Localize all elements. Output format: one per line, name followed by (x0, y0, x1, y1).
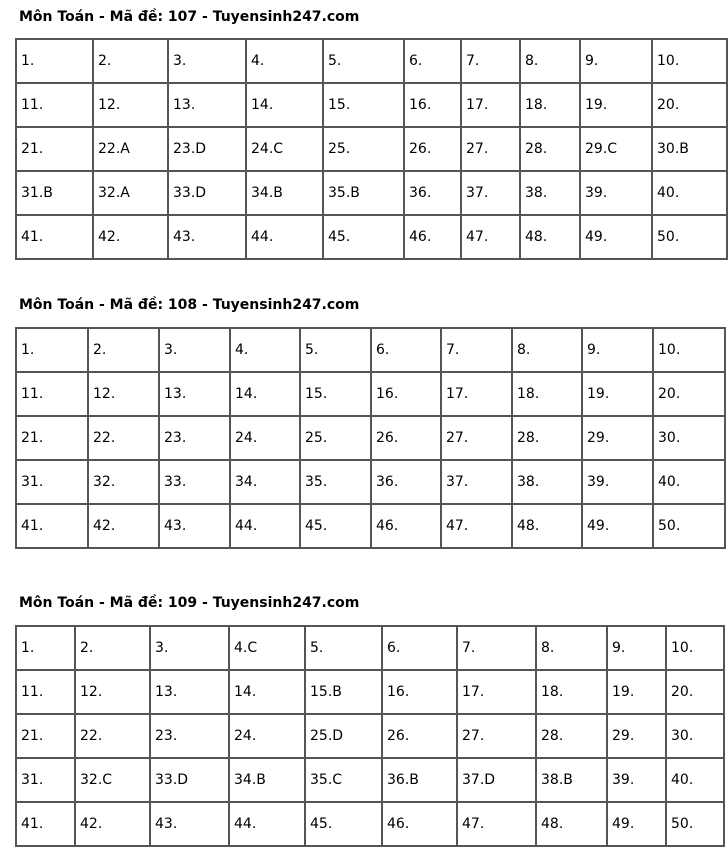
answer-cell: 14. (247, 84, 324, 128)
answer-cell: 33. (160, 461, 231, 505)
answer-cell: 40. (667, 759, 725, 803)
table-row (17, 128, 728, 172)
answer-cell: 22. (89, 417, 160, 461)
answer-cell: 35.B (324, 172, 405, 216)
answer-cell: 9. (608, 627, 667, 671)
answer-cell: 39. (583, 461, 654, 505)
answer-cell: 26. (405, 128, 462, 172)
answer-cell: 28. (521, 128, 581, 172)
answer-cell: 9. (581, 40, 653, 84)
table-row (17, 172, 728, 216)
answer-cell: 44. (230, 803, 306, 847)
answer-cell: 16. (372, 373, 442, 417)
section-title-109: Môn Toán - Mã đề: 109 - Tuyensinh247.com (19, 595, 360, 611)
answer-cell: 41. (17, 505, 89, 549)
answer-cell: 27. (458, 715, 537, 759)
answer-cell: 14. (231, 373, 301, 417)
section-title-107: Môn Toán - Mã đề: 107 - Tuyensinh247.com (19, 9, 360, 25)
answer-cell: 2. (76, 627, 151, 671)
answer-cell: 40. (654, 461, 726, 505)
table-row (17, 803, 725, 847)
answer-cell: 46. (372, 505, 442, 549)
answer-cell: 6. (383, 627, 458, 671)
table-row (17, 417, 726, 461)
answer-cell: 50. (653, 216, 728, 260)
answer-cell: 21. (17, 128, 94, 172)
answer-cell: 42. (94, 216, 169, 260)
answer-cell: 3. (169, 40, 247, 84)
answer-cell: 35.C (306, 759, 383, 803)
answer-cell: 40. (653, 172, 728, 216)
answer-cell: 28. (513, 417, 583, 461)
answer-cell: 47. (458, 803, 537, 847)
answer-cell: 20. (654, 373, 726, 417)
table-row (17, 84, 728, 128)
answer-cell: 38.B (537, 759, 608, 803)
answer-cell: 11. (17, 84, 94, 128)
answer-cell: 38. (521, 172, 581, 216)
answer-cell: 34.B (230, 759, 306, 803)
table-row (17, 671, 725, 715)
answer-cell: 29. (583, 417, 654, 461)
answer-cell: 35. (301, 461, 372, 505)
answer-cell: 3. (160, 329, 231, 373)
table-row (17, 216, 728, 260)
answer-cell: 39. (608, 759, 667, 803)
answer-cell: 18. (513, 373, 583, 417)
answer-cell: 4.C (230, 627, 306, 671)
answer-cell: 19. (608, 671, 667, 715)
answer-table-108 (15, 327, 726, 549)
answer-cell: 32.C (76, 759, 151, 803)
answer-cell: 20. (667, 671, 725, 715)
answer-cell: 5. (301, 329, 372, 373)
answer-cell: 47. (462, 216, 521, 260)
answer-cell: 33.D (151, 759, 230, 803)
answer-cell: 47. (442, 505, 513, 549)
answer-cell: 24.C (247, 128, 324, 172)
answer-cell: 5. (324, 40, 405, 84)
answer-cell: 28. (537, 715, 608, 759)
answer-cell: 33.D (169, 172, 247, 216)
answer-cell: 32.A (94, 172, 169, 216)
answer-cell: 34. (231, 461, 301, 505)
answer-cell: 29.C (581, 128, 653, 172)
answer-cell: 25.D (306, 715, 383, 759)
answer-cell: 10. (667, 627, 725, 671)
answer-cell: 12. (76, 671, 151, 715)
answer-cell: 22.A (94, 128, 169, 172)
answer-cell: 34.B (247, 172, 324, 216)
answer-cell: 44. (247, 216, 324, 260)
answer-cell: 3. (151, 627, 230, 671)
answer-cell: 48. (537, 803, 608, 847)
answer-cell: 50. (667, 803, 725, 847)
table-row (17, 40, 728, 84)
answer-cell: 46. (383, 803, 458, 847)
answer-cell: 49. (583, 505, 654, 549)
answer-cell: 32. (89, 461, 160, 505)
answer-cell: 37. (442, 461, 513, 505)
answer-cell: 7. (442, 329, 513, 373)
table-row (17, 373, 726, 417)
answer-cell: 7. (458, 627, 537, 671)
answer-cell: 37. (462, 172, 521, 216)
answer-cell: 6. (405, 40, 462, 84)
answer-cell: 49. (581, 216, 653, 260)
answer-table-109 (15, 625, 725, 847)
answer-cell: 23.D (169, 128, 247, 172)
section-title-108: Môn Toán - Mã đề: 108 - Tuyensinh247.com (19, 297, 360, 313)
answer-cell: 42. (76, 803, 151, 847)
answer-cell: 43. (169, 216, 247, 260)
answer-cell: 1. (17, 329, 89, 373)
answer-cell: 23. (151, 715, 230, 759)
answer-cell: 30. (667, 715, 725, 759)
answer-cell: 19. (581, 84, 653, 128)
answer-cell: 31. (17, 461, 89, 505)
answer-cell: 25. (324, 128, 405, 172)
answer-cell: 13. (151, 671, 230, 715)
answer-cell: 38. (513, 461, 583, 505)
answer-cell: 46. (405, 216, 462, 260)
answer-cell: 48. (513, 505, 583, 549)
answer-cell: 17. (462, 84, 521, 128)
answer-cell: 19. (583, 373, 654, 417)
answer-cell: 10. (653, 40, 728, 84)
answer-cell: 36. (405, 172, 462, 216)
answer-table-107 (15, 38, 728, 260)
answer-cell: 39. (581, 172, 653, 216)
answer-cell: 25. (301, 417, 372, 461)
answer-cell: 31. (17, 759, 76, 803)
answer-cell: 18. (521, 84, 581, 128)
answer-cell: 11. (17, 671, 76, 715)
answer-cell: 50. (654, 505, 726, 549)
answer-cell: 41. (17, 216, 94, 260)
answer-cell: 23. (160, 417, 231, 461)
answer-cell: 4. (231, 329, 301, 373)
answer-cell: 15.B (306, 671, 383, 715)
answer-cell: 13. (160, 373, 231, 417)
answer-cell: 27. (442, 417, 513, 461)
table-row (17, 627, 725, 671)
answer-cell: 20. (653, 84, 728, 128)
table-row (17, 461, 726, 505)
answer-cell: 21. (17, 417, 89, 461)
answer-cell: 6. (372, 329, 442, 373)
answer-cell: 43. (160, 505, 231, 549)
answer-cell: 8. (521, 40, 581, 84)
table-row (17, 329, 726, 373)
answer-cell: 48. (521, 216, 581, 260)
answer-cell: 15. (324, 84, 405, 128)
answer-cell: 42. (89, 505, 160, 549)
answer-cell: 45. (306, 803, 383, 847)
answer-cell: 17. (442, 373, 513, 417)
answer-cell: 17. (458, 671, 537, 715)
answer-cell: 1. (17, 627, 76, 671)
answer-cell: 31.B (17, 172, 94, 216)
answer-cell: 2. (94, 40, 169, 84)
answer-cell: 22. (76, 715, 151, 759)
answer-cell: 41. (17, 803, 76, 847)
answer-cell: 14. (230, 671, 306, 715)
answer-cell: 12. (94, 84, 169, 128)
answer-cell: 36.B (383, 759, 458, 803)
answer-cell: 4. (247, 40, 324, 84)
answer-cell: 49. (608, 803, 667, 847)
answer-cell: 45. (324, 216, 405, 260)
answer-cell: 43. (151, 803, 230, 847)
answer-cell: 44. (231, 505, 301, 549)
answer-cell: 8. (513, 329, 583, 373)
answer-cell: 13. (169, 84, 247, 128)
table-row (17, 505, 726, 549)
table-row (17, 759, 725, 803)
answer-cell: 26. (372, 417, 442, 461)
answer-cell: 30.B (653, 128, 728, 172)
answer-cell: 18. (537, 671, 608, 715)
answer-cell: 45. (301, 505, 372, 549)
answer-cell: 7. (462, 40, 521, 84)
answer-cell: 12. (89, 373, 160, 417)
answer-cell: 15. (301, 373, 372, 417)
answer-cell: 10. (654, 329, 726, 373)
answer-cell: 5. (306, 627, 383, 671)
answer-cell: 16. (383, 671, 458, 715)
answer-cell: 24. (230, 715, 306, 759)
answer-cell: 27. (462, 128, 521, 172)
answer-cell: 8. (537, 627, 608, 671)
answer-cell: 30. (654, 417, 726, 461)
answer-cell: 24. (231, 417, 301, 461)
answer-cell: 26. (383, 715, 458, 759)
answer-cell: 37.D (458, 759, 537, 803)
answer-cell: 21. (17, 715, 76, 759)
answer-cell: 9. (583, 329, 654, 373)
table-row (17, 715, 725, 759)
answer-cell: 2. (89, 329, 160, 373)
answer-cell: 29. (608, 715, 667, 759)
answer-cell: 1. (17, 40, 94, 84)
answer-cell: 16. (405, 84, 462, 128)
answer-cell: 36. (372, 461, 442, 505)
answer-cell: 11. (17, 373, 89, 417)
